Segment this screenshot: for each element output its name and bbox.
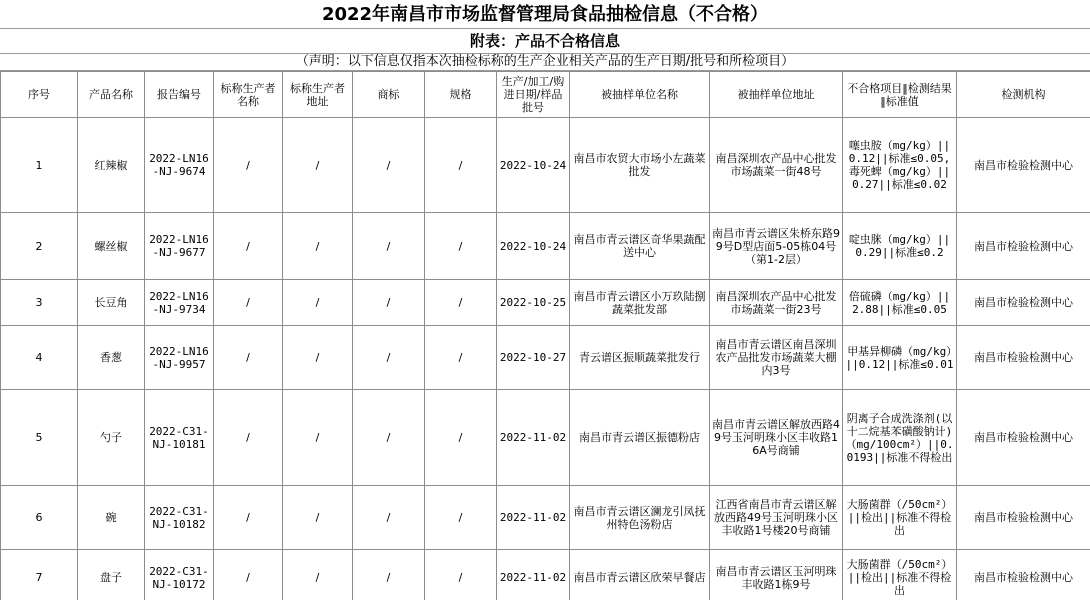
- cell-product-name: 长豆角: [78, 280, 145, 326]
- cell-producer-address: /: [283, 280, 353, 326]
- cell-product-name: 螺丝椒: [78, 213, 145, 280]
- cell-producer-name: /: [214, 213, 283, 280]
- cell-spec: /: [425, 280, 497, 326]
- cell-sampled-unit-address: 南昌市青云谱区玉河明珠丰收路1栋9号: [710, 550, 843, 600]
- cell-producer-address: /: [283, 486, 353, 550]
- cell-date: 2022-11-02: [497, 550, 570, 600]
- table-row: [1, 486, 1090, 550]
- cell-product-name: 红辣椒: [78, 118, 145, 213]
- cell-sampled-unit-address: 南昌市青云谱区朱桥东路99号D型店面5-05栋04号（第1-2层）: [710, 213, 843, 280]
- cell-producer-name: /: [214, 118, 283, 213]
- cell-producer-name: /: [214, 326, 283, 390]
- cell-report-number: 2022-C31-NJ-10181: [145, 390, 214, 486]
- cell-failed-item: 啶虫脒（mg/kg）||0.29||标准≤0.2: [843, 213, 957, 280]
- header-row: [1, 72, 1090, 118]
- cell-brand: /: [353, 390, 425, 486]
- cell-producer-address: /: [283, 550, 353, 600]
- cell-failed-item: 大肠菌群（/50cm²）||检出||标准不得检出: [843, 550, 957, 600]
- table-row: [1, 326, 1090, 390]
- table-row: [1, 390, 1090, 486]
- cell-report-number: 2022-C31-NJ-10172: [145, 550, 214, 600]
- cell-failed-item: 阴离子合成洗涤剂(以十二烷基苯磺酸钠计)（mg/100cm²）||0.0193||标准不得检出: [843, 390, 957, 486]
- header-serial: 序号: [1, 72, 78, 118]
- header-spec: 规格: [425, 72, 497, 118]
- cell-sampled-unit-name: 南昌市青云谱区澜龙引凤抚州特色汤粉店: [570, 486, 710, 550]
- cell-sampled-unit-address: 江西省南昌市青云谱区解放西路49号玉河明珠小区丰收路1号楼20号商铺: [710, 486, 843, 550]
- header-report-number: 报告编号: [145, 72, 214, 118]
- disclaimer-note: （声明：以下信息仅指本次抽检标称的生产企业相关产品的生产日期/批号和所检项目）: [0, 54, 1090, 71]
- cell-failed-item: 甲基异柳磷（mg/kg）||0.12||标准≤0.01: [843, 326, 957, 390]
- cell-producer-name: /: [214, 550, 283, 600]
- cell-spec: /: [425, 326, 497, 390]
- cell-product-name: 碗: [78, 486, 145, 550]
- cell-producer-name: /: [214, 390, 283, 486]
- cell-report-number: 2022-C31-NJ-10182: [145, 486, 214, 550]
- cell-serial: 2: [1, 213, 78, 280]
- cell-sampled-unit-name: 南昌市农贸大市场小左蔬菜批发: [570, 118, 710, 213]
- cell-sampled-unit-address: 南昌市青云谱区解放西路49号玉河明珠小区丰收路16A号商铺: [710, 390, 843, 486]
- cell-spec: /: [425, 390, 497, 486]
- cell-date: 2022-10-24: [497, 118, 570, 213]
- cell-brand: /: [353, 213, 425, 280]
- cell-report-number: 2022-LN16-NJ-9674: [145, 118, 214, 213]
- cell-failed-item: 倍硫磷（mg/kg）||2.88||标准≤0.05: [843, 280, 957, 326]
- cell-testing-agency: 南昌市检验检测中心: [957, 118, 1090, 213]
- cell-producer-address: /: [283, 390, 353, 486]
- cell-failed-item: 噻虫胺（mg/kg）||0.12||标准≤0.05,毒死蜱（mg/kg）||0.27||标准≤0.02: [843, 118, 957, 213]
- cell-testing-agency: 南昌市检验检测中心: [957, 326, 1090, 390]
- page-subtitle: 附表：产品不合格信息: [0, 29, 1090, 54]
- cell-brand: /: [353, 326, 425, 390]
- cell-report-number: 2022-LN16-NJ-9677: [145, 213, 214, 280]
- cell-serial: 1: [1, 118, 78, 213]
- cell-sampled-unit-name: 南昌市青云谱区奇华果蔬配送中心: [570, 213, 710, 280]
- header-sampled-unit-name: 被抽样单位名称: [570, 72, 710, 118]
- cell-sampled-unit-address: 南昌深圳农产品中心批发市场蔬菜一街23号: [710, 280, 843, 326]
- cell-sampled-unit-address: 南昌市青云谱区南昌深圳农产品批发市场蔬菜大棚内3号: [710, 326, 843, 390]
- cell-sampled-unit-name: 南昌市青云谱区小万玖陆捌蔬菜批发部: [570, 280, 710, 326]
- cell-product-name: 勺子: [78, 390, 145, 486]
- header-product-name: 产品名称: [78, 72, 145, 118]
- cell-date: 2022-10-27: [497, 326, 570, 390]
- cell-spec: /: [425, 213, 497, 280]
- cell-date: 2022-10-25: [497, 280, 570, 326]
- cell-date: 2022-10-24: [497, 213, 570, 280]
- cell-failed-item: 大肠菌群（/50cm²）||检出||标准不得检出: [843, 486, 957, 550]
- cell-report-number: 2022-LN16-NJ-9957: [145, 326, 214, 390]
- header-brand: 商标: [353, 72, 425, 118]
- cell-testing-agency: 南昌市检验检测中心: [957, 486, 1090, 550]
- table-row: [1, 118, 1090, 213]
- cell-sampled-unit-name: 南昌市青云谱区欣荣早餐店: [570, 550, 710, 600]
- header-date-batch: 生产/加工/购进日期/样品批号: [497, 72, 570, 118]
- cell-testing-agency: 南昌市检验检测中心: [957, 280, 1090, 326]
- cell-serial: 5: [1, 390, 78, 486]
- cell-producer-name: /: [214, 486, 283, 550]
- table-row: [1, 280, 1090, 326]
- cell-spec: /: [425, 486, 497, 550]
- cell-producer-name: /: [214, 280, 283, 326]
- page-title: 2022年南昌市市场监督管理局食品抽检信息（不合格）: [0, 0, 1090, 29]
- cell-product-name: 盘子: [78, 550, 145, 600]
- cell-sampled-unit-name: 南昌市青云谱区振德粉店: [570, 390, 710, 486]
- table-row: [1, 550, 1090, 600]
- cell-testing-agency: 南昌市检验检测中心: [957, 550, 1090, 600]
- table-row: [1, 213, 1090, 280]
- cell-spec: /: [425, 118, 497, 213]
- cell-brand: /: [353, 118, 425, 213]
- cell-producer-address: /: [283, 118, 353, 213]
- results-table: [0, 71, 1090, 600]
- cell-sampled-unit-address: 南昌深圳农产品中心批发市场蔬菜一街48号: [710, 118, 843, 213]
- cell-serial: 6: [1, 486, 78, 550]
- cell-testing-agency: 南昌市检验检测中心: [957, 213, 1090, 280]
- header-testing-agency: 检测机构: [957, 72, 1090, 118]
- cell-brand: /: [353, 550, 425, 600]
- cell-report-number: 2022-LN16-NJ-9734: [145, 280, 214, 326]
- cell-brand: /: [353, 486, 425, 550]
- cell-serial: 3: [1, 280, 78, 326]
- cell-producer-address: /: [283, 213, 353, 280]
- cell-serial: 7: [1, 550, 78, 600]
- header-producer-address: 标称生产者地址: [283, 72, 353, 118]
- cell-testing-agency: 南昌市检验检测中心: [957, 390, 1090, 486]
- header-failed-item: 不合格项目‖检测结果‖标准值: [843, 72, 957, 118]
- cell-date: 2022-11-02: [497, 486, 570, 550]
- cell-serial: 4: [1, 326, 78, 390]
- cell-date: 2022-11-02: [497, 390, 570, 486]
- cell-brand: /: [353, 280, 425, 326]
- header-sampled-unit-address: 被抽样单位地址: [710, 72, 843, 118]
- header-producer-name: 标称生产者名称: [214, 72, 283, 118]
- cell-product-name: 香葱: [78, 326, 145, 390]
- cell-sampled-unit-name: 青云谱区振顺蔬菜批发行: [570, 326, 710, 390]
- cell-spec: /: [425, 550, 497, 600]
- cell-producer-address: /: [283, 326, 353, 390]
